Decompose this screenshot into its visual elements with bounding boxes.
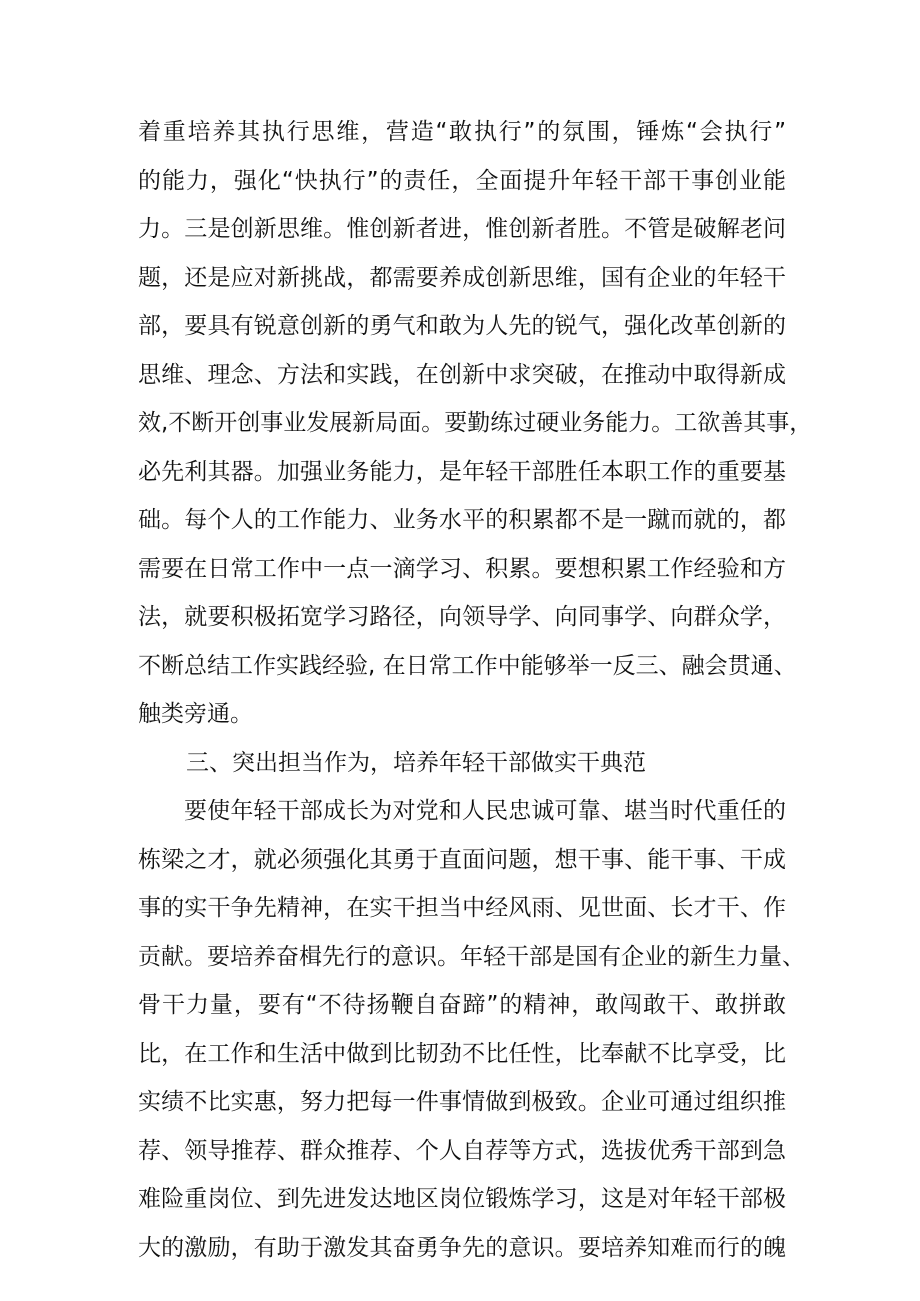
- text-line: 效,不断开创事业发展新局面。要勤练过硬业务能力。工欲善其事，: [138, 410, 813, 436]
- text-line: 础。每个人的工作能力、业务水平的积累都不是一蹴而就的，都: [138, 507, 786, 533]
- text-line: 力。三是创新思维。惟创新者进，惟创新者胜。不管是破解老问: [138, 216, 786, 242]
- text-line: 题，还是应对新挑战，都需要养成创新思维，国有企业的年轻干: [138, 264, 786, 291]
- text-line: 事的实干争先精神，在实干担当中经风雨、见世面、长才干、作: [138, 895, 786, 921]
- text-line: 触类旁通。: [138, 701, 253, 727]
- text-line: 必先利其器。加强业务能力，是年轻干部胜任本职工作的重要基: [138, 458, 786, 485]
- text-line: 大的激励，有助于激发其奋勇争先的意识。要培养知难而行的魄: [138, 1234, 786, 1261]
- text-line: 着重培养其执行思维，营造“敢执行”的氛围，锤炼“会执行”: [138, 119, 786, 145]
- section-heading: 三、突出担当作为，培养年轻干部做实干典范: [186, 749, 646, 776]
- text-line: 贡献。要培养奋楫先行的意识。年轻干部是国有企业的新生力量、: [138, 943, 805, 970]
- body-text: [138, 100, 813, 1264]
- text-line: 的能力，强化“快执行”的责任，全面提升年轻干部干事创业能: [138, 167, 786, 194]
- text-line: 需要在日常工作中一点一滴学习、积累。要想积累工作经验和方: [138, 555, 786, 582]
- text-line: 要使年轻干部成长为对党和人民忠诚可靠、堪当时代重任的: [184, 798, 786, 824]
- text-line: 思维、理念、方法和实践，在创新中求突破，在推动中取得新成: [138, 361, 786, 388]
- text-line: 难险重岗位、到先进发达地区岗位锻炼学习，这是对年轻干部极: [138, 1186, 786, 1212]
- text-line: 荐、领导推荐、群众推荐、个人自荐等方式，选拔优秀干部到急: [138, 1137, 786, 1164]
- text-line: 栋梁之才，就必须强化其勇于直面问题，想干事、能干事、干成: [138, 846, 786, 873]
- text-line: 实绩不比实惠，努力把每一件事情做到极致。企业可通过组织推: [138, 1089, 786, 1115]
- text-line: 骨干力量，要有“不待扬鞭自奋蹄”的精神，敢闯敢干、敢拼敢: [138, 992, 786, 1018]
- text-line: 不断总结工作实践经验, 在日常工作中能够举一反三、融会贯通、: [138, 652, 797, 679]
- text-line: 部，要具有锐意创新的勇气和敢为人先的锐气，强化改革创新的: [138, 313, 786, 339]
- text-line: 法，就要积极拓宽学习路径，向领导学、向同事学、向群众学，: [138, 604, 786, 630]
- text-line: 比，在工作和生活中做到比韧劲不比任性，比奉献不比享受，比: [138, 1040, 786, 1067]
